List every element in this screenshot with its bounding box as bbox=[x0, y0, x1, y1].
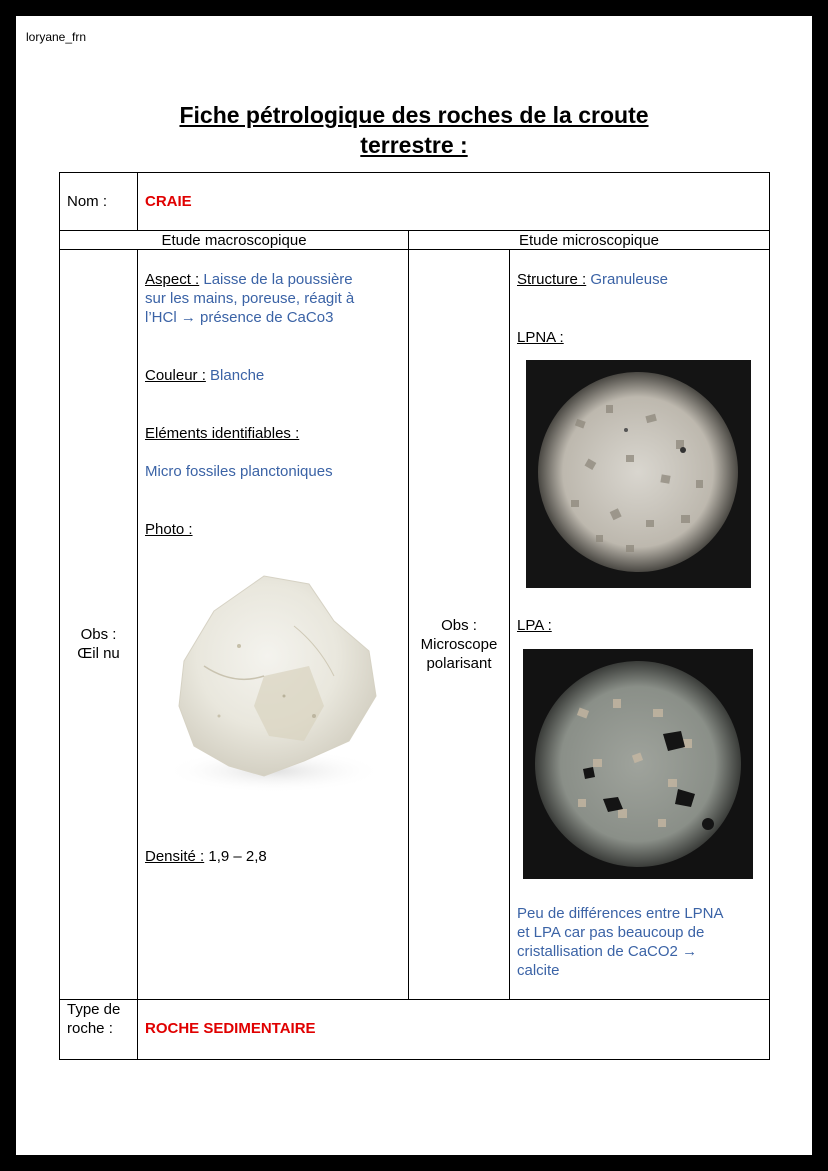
author-name: loryane_frn bbox=[26, 30, 87, 44]
document-page bbox=[16, 16, 812, 1155]
type-label-line-2: roche : bbox=[67, 1020, 113, 1037]
chalk-rock-image bbox=[144, 566, 402, 806]
structure-label: Structure : bbox=[517, 271, 587, 288]
lpa-micrograph bbox=[523, 649, 753, 879]
couleur-label: Couleur : bbox=[145, 367, 206, 384]
lpna-micrograph bbox=[526, 360, 751, 588]
aspect-value-line-3: l’HCl → présence de CaCo3 bbox=[145, 309, 334, 326]
nom-label: Nom : bbox=[67, 193, 108, 210]
obs-microscope-line-1: Obs : bbox=[441, 617, 477, 634]
table-divider bbox=[137, 249, 138, 1060]
type-label bbox=[67, 1000, 120, 1038]
lpa-label: LPA : bbox=[517, 617, 552, 634]
table-divider bbox=[408, 230, 409, 1000]
obs-microscope-line-3: polarisant bbox=[426, 655, 492, 672]
type-value: ROCHE SEDIMENTAIRE bbox=[145, 1020, 316, 1037]
chalk-photo bbox=[144, 566, 402, 806]
obs-microscope-label bbox=[409, 616, 509, 673]
couleur-value: Blanche bbox=[205, 367, 265, 384]
title-line-1: Fiche pétrologique des roches de la croute bbox=[179, 102, 649, 128]
structure-value: Granuleuse bbox=[586, 271, 668, 288]
elements-value: Micro fossiles planctoniques bbox=[145, 463, 333, 480]
nom-value: CRAIE bbox=[145, 193, 192, 210]
column-header-macro: Etude macroscopique bbox=[161, 232, 307, 249]
lpna-label: LPNA : bbox=[517, 329, 564, 346]
column-header-micro: Etude microscopique bbox=[518, 232, 660, 249]
lpa-micrograph-image bbox=[523, 649, 753, 879]
densite-value: 1,9 – 2,8 bbox=[204, 848, 267, 865]
densite-block bbox=[145, 847, 267, 866]
note-line-2: et LPA car pas beaucoup de bbox=[517, 924, 705, 941]
photo-label: Photo : bbox=[145, 521, 193, 538]
obs-microscope-line-2: Microscope bbox=[420, 636, 498, 653]
note-line-3: cristallisation de CaCO2 → bbox=[517, 943, 698, 960]
table-border-top bbox=[59, 172, 770, 173]
structure-block bbox=[517, 270, 668, 289]
aspect-label: Aspect : bbox=[145, 271, 200, 288]
lpna-micrograph-image bbox=[526, 360, 751, 588]
observation-note bbox=[517, 904, 762, 980]
obs-eye-label bbox=[60, 625, 137, 663]
aspect-value: Laisse de la poussière bbox=[199, 271, 353, 288]
obs-eye-line-1: Obs : bbox=[80, 626, 117, 643]
note-line-4: calcite bbox=[517, 962, 560, 979]
table-divider bbox=[137, 172, 138, 231]
densite-label: Densité : bbox=[145, 848, 205, 865]
title-line-2: terrestre : bbox=[360, 132, 468, 158]
table-border-left bbox=[59, 172, 60, 1060]
table-divider bbox=[59, 999, 770, 1000]
table-divider bbox=[509, 249, 510, 1000]
table-border-right bbox=[769, 172, 770, 1060]
note-line-1: Peu de différences entre LPNA bbox=[517, 905, 724, 922]
aspect-value-line-2: sur les mains, poreuse, réagit à bbox=[145, 290, 355, 307]
type-label-line-1: Type de bbox=[67, 1001, 121, 1018]
elements-label: Eléments identifiables : bbox=[145, 425, 300, 442]
obs-eye-line-2: Œil nu bbox=[77, 645, 120, 662]
page-title bbox=[16, 100, 812, 160]
table-border-bottom bbox=[59, 1059, 770, 1060]
aspect-block bbox=[145, 270, 405, 327]
couleur-block bbox=[145, 366, 264, 385]
